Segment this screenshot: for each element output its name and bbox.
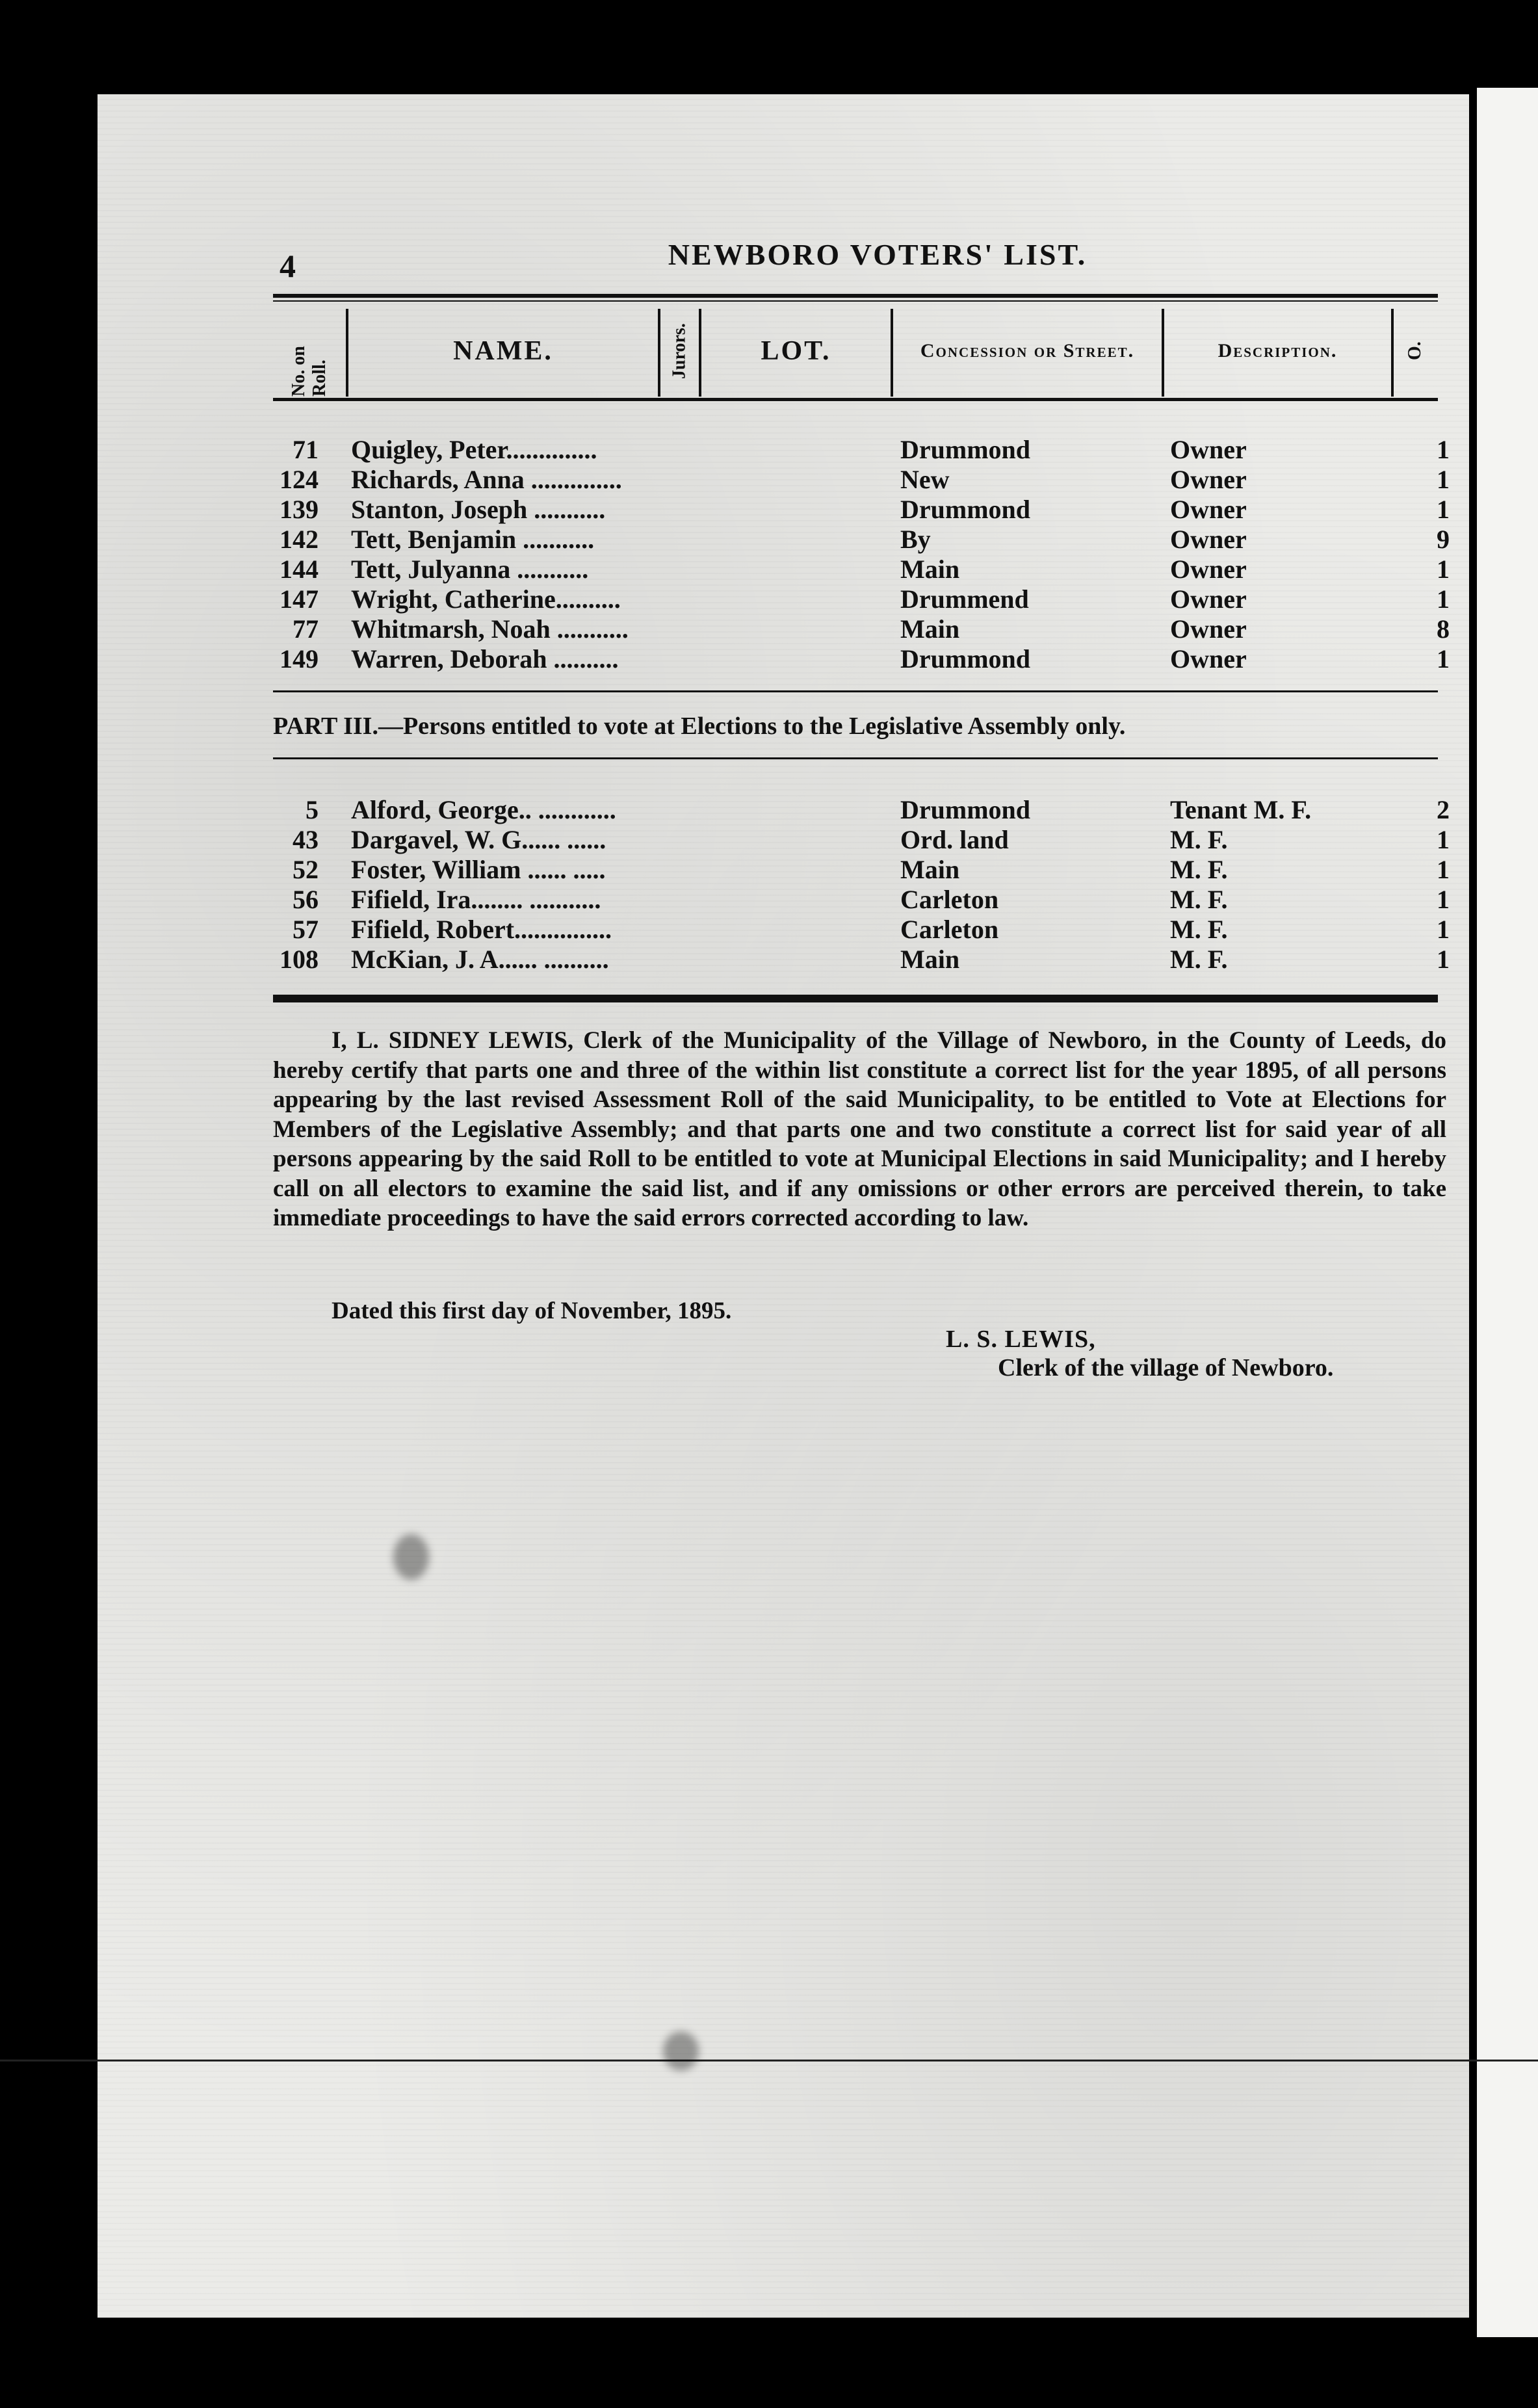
concession-street: Carleton <box>900 885 999 914</box>
concession-street: Drummond <box>900 644 1031 674</box>
header-top-rule <box>273 294 1438 298</box>
scan-line <box>0 2060 1538 2061</box>
roll-number: 124 <box>280 465 319 494</box>
description: Owner <box>1170 614 1247 644</box>
concession-street: Drummond <box>900 795 1031 824</box>
roll-number: 71 <box>293 435 319 464</box>
roll-number: 149 <box>280 644 319 674</box>
voter-name: Stanton, Joseph ........... <box>351 495 606 524</box>
header-top-rule-thin <box>273 300 1438 302</box>
table-row <box>260 884 1450 914</box>
votes: 1 <box>1437 855 1450 884</box>
votes: 1 <box>1437 495 1450 524</box>
voter-name: Fifield, Ira........ ........... <box>351 885 601 914</box>
header-description: Description. <box>1218 339 1338 361</box>
roll-number: 139 <box>280 495 319 524</box>
table-row <box>260 854 1450 884</box>
voter-name: Wright, Catherine.......... <box>351 584 621 614</box>
section-rule <box>273 757 1438 759</box>
description: M. F. <box>1170 855 1228 884</box>
table-row <box>260 584 1450 614</box>
concession-street: Drummond <box>900 495 1031 524</box>
part-three-heading: PART III.—Persons entitled to vote at Elections to the Legislative Assembly only. <box>273 713 1126 740</box>
votes: 1 <box>1437 915 1450 944</box>
roll-number: 5 <box>306 795 319 824</box>
votes: 9 <box>1437 525 1450 554</box>
roll-number: 147 <box>280 584 319 614</box>
concession-street: Ord. land <box>900 825 1009 854</box>
table-row <box>260 644 1450 674</box>
voter-name: Richards, Anna .............. <box>351 465 622 494</box>
concession-street: New <box>900 465 950 494</box>
votes: 1 <box>1437 644 1450 674</box>
roll-number: 56 <box>293 885 319 914</box>
signature-name: L. S. LEWIS, <box>946 1326 1096 1353</box>
concession-street: Drummend <box>900 584 1029 614</box>
description: Owner <box>1170 495 1247 524</box>
roll-number: 108 <box>280 945 319 974</box>
concession-street: By <box>900 525 931 554</box>
table-row <box>260 554 1450 584</box>
table-row <box>260 494 1450 524</box>
voter-name: McKian, J. A...... .......... <box>351 945 609 974</box>
header-name: NAME. <box>453 335 553 366</box>
voter-name: Tett, Benjamin ........... <box>351 525 595 554</box>
votes: 1 <box>1437 584 1450 614</box>
voter-name: Tett, Julyanna ........... <box>351 555 589 584</box>
table-row <box>260 464 1450 494</box>
header-roll-number: No. on Roll. <box>289 346 330 397</box>
voter-name: Fifield, Robert............... <box>351 915 612 944</box>
certificate-date: Dated this first day of November, 1895. <box>332 1298 732 1324</box>
description: Owner <box>1170 584 1247 614</box>
votes: 8 <box>1437 614 1450 644</box>
concession-street: Main <box>900 555 960 584</box>
description: Owner <box>1170 465 1247 494</box>
signature-title: Clerk of the village of Newboro. <box>998 1354 1334 1381</box>
table-row <box>260 824 1450 854</box>
header-votes: O. <box>1405 341 1425 361</box>
votes: 1 <box>1437 945 1450 974</box>
voter-name: Warren, Deborah .......... <box>351 644 619 674</box>
page-title: NEWBORO VOTERS' LIST. <box>668 238 1088 271</box>
description: Tenant M. F. <box>1170 795 1312 824</box>
description: M. F. <box>1170 915 1228 944</box>
description: M. F. <box>1170 825 1228 854</box>
header-lot: LOT. <box>761 335 831 366</box>
concession-street: Main <box>900 614 960 644</box>
description: M. F. <box>1170 945 1228 974</box>
description: M. F. <box>1170 885 1228 914</box>
clerk-certificate <box>273 1026 1446 1233</box>
certificate-text: I, L. SIDNEY LEWIS, Clerk of the Municipality of the Village of Newboro, in the County of Leeds, do hereby certify that parts one and three of the within list constitute a correct list for the year 1895, of all persons appearing by the last revised Assessment Roll of the said Municipality, to be entitled to Vote at Elections for Members of the Legislative Assembly; and that parts one and two constitute a correct list for said year of all persons appearing by the said Roll to be entitled to vote at Municipal Elections in said Municipality; and I hereby call on all electors to examine the said list, and if any omissions or other errors are perceived therein, to take immediate proceedings to have the said errors corrected according to law. <box>273 1027 1446 1231</box>
concession-street: Main <box>900 945 960 974</box>
concession-street: Main <box>900 855 960 884</box>
votes: 1 <box>1437 465 1450 494</box>
votes: 1 <box>1437 825 1450 854</box>
votes: 2 <box>1437 795 1450 824</box>
table-row <box>260 614 1450 644</box>
votes: 1 <box>1437 555 1450 584</box>
roll-number: 52 <box>293 855 319 884</box>
ink-smudge <box>393 1534 429 1580</box>
roll-number: 57 <box>293 915 319 944</box>
voter-name: Alford, George.. ............ <box>351 795 616 824</box>
description: Owner <box>1170 525 1247 554</box>
table-row <box>260 794 1450 824</box>
ink-smudge <box>663 2032 699 2071</box>
header-jurors: Jurors. <box>669 323 690 379</box>
header-concession: Concession or Street. <box>920 339 1135 361</box>
table-row <box>260 524 1450 554</box>
roll-number: 142 <box>280 525 319 554</box>
votes: 1 <box>1437 435 1450 464</box>
adjacent-page-edge <box>1477 88 1538 2337</box>
votes: 1 <box>1437 885 1450 914</box>
concession-street: Drummond <box>900 435 1031 464</box>
roll-number: 77 <box>293 614 319 644</box>
roll-number: 43 <box>293 825 319 854</box>
concession-street: Carleton <box>900 915 999 944</box>
section-rule-heavy <box>273 995 1438 1002</box>
page-number: 4 <box>280 248 296 284</box>
voter-name: Whitmarsh, Noah ........... <box>351 614 629 644</box>
header-bottom-rule <box>273 398 1438 401</box>
roll-number: 144 <box>280 555 319 584</box>
section-rule <box>273 690 1438 692</box>
description: Owner <box>1170 555 1247 584</box>
description: Owner <box>1170 644 1247 674</box>
table-row <box>260 434 1450 464</box>
description: Owner <box>1170 435 1247 464</box>
table-row <box>260 914 1450 944</box>
table-row <box>260 944 1450 974</box>
voter-name: Foster, William ...... ..... <box>351 855 606 884</box>
voter-name: Quigley, Peter.............. <box>351 435 597 464</box>
voter-name: Dargavel, W. G...... ...... <box>351 825 606 854</box>
